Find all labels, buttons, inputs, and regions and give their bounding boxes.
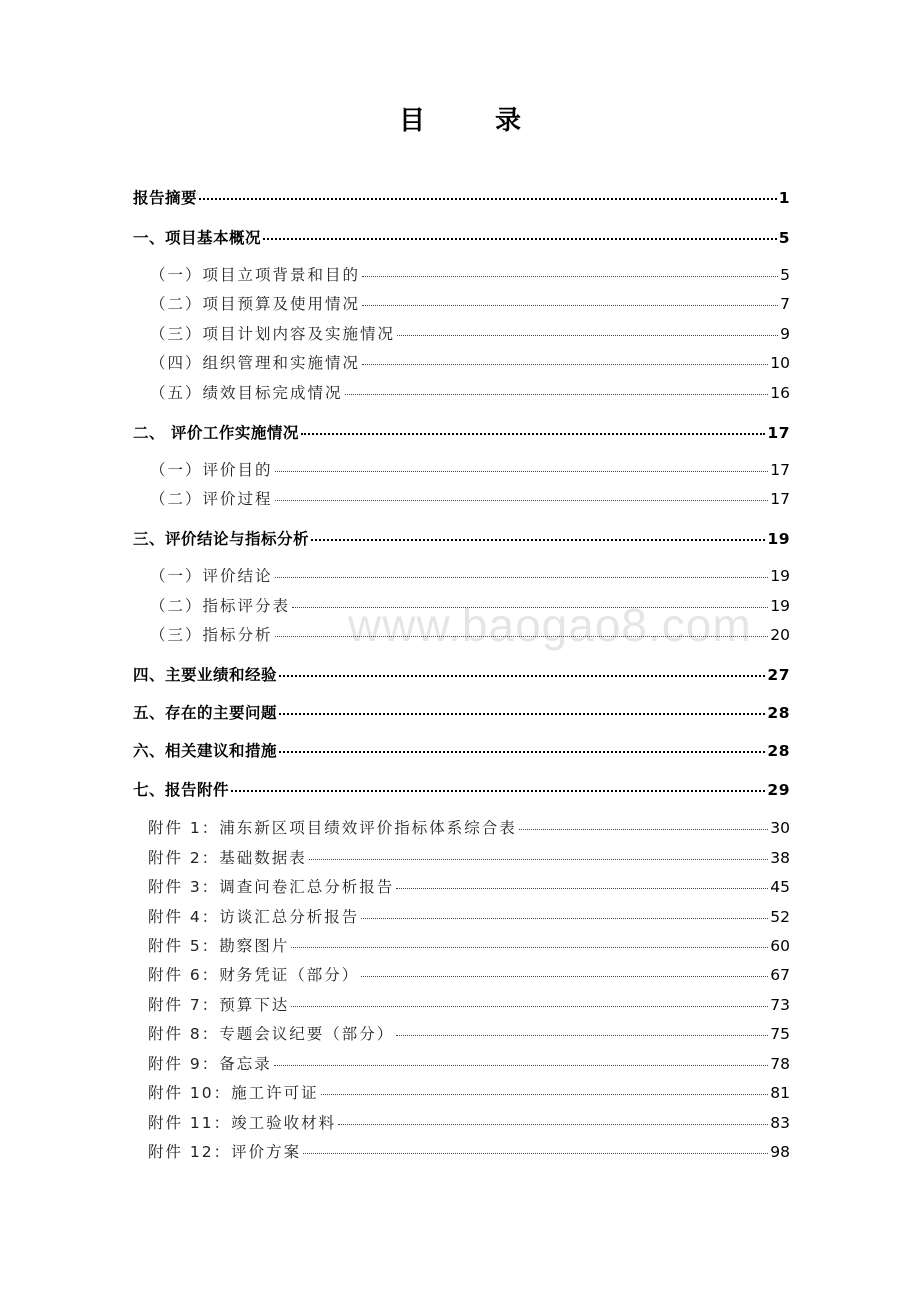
toc-page-number: 10 bbox=[770, 354, 790, 372]
toc-entry-section-1[interactable] bbox=[133, 226, 790, 248]
toc-entry-section-5[interactable] bbox=[133, 701, 790, 723]
dot-leader bbox=[321, 1093, 769, 1095]
toc-page-number: 60 bbox=[770, 937, 790, 955]
toc-page-number: 83 bbox=[770, 1114, 790, 1132]
toc-entry-label: 附件 12：评价方案 bbox=[148, 1143, 302, 1161]
toc-entry-appendix-3[interactable] bbox=[148, 875, 790, 897]
toc-entry-section-2[interactable] bbox=[133, 421, 790, 443]
toc-entry-label: 附件 9：备忘录 bbox=[148, 1055, 272, 1073]
dot-leader bbox=[309, 858, 768, 860]
toc-entry-section-1-5[interactable] bbox=[150, 381, 790, 403]
toc-entry-label: （二）指标评分表 bbox=[150, 597, 291, 615]
toc-entry-label: 四、主要业绩和经验 bbox=[133, 666, 278, 684]
toc-entry-label: 三、评价结论与指标分析 bbox=[133, 530, 310, 548]
toc-page-number: 20 bbox=[770, 626, 790, 644]
toc-entry-label: （二）项目预算及使用情况 bbox=[150, 295, 361, 313]
toc-entry-section-6[interactable] bbox=[133, 739, 790, 761]
toc-page-number: 29 bbox=[767, 781, 790, 799]
toc-page-number: 81 bbox=[770, 1084, 790, 1102]
toc-entry-label: 附件 4：访谈汇总分析报告 bbox=[148, 908, 360, 926]
toc-page-number: 1 bbox=[778, 189, 790, 207]
dot-leader bbox=[275, 576, 769, 578]
toc-page-number: 78 bbox=[770, 1055, 790, 1073]
toc-page-number: 7 bbox=[780, 295, 790, 313]
toc-page-number: 19 bbox=[770, 597, 790, 615]
dot-leader bbox=[231, 789, 765, 792]
toc-entry-section-3[interactable] bbox=[133, 527, 790, 549]
toc-page-number: 9 bbox=[780, 325, 790, 343]
dot-leader bbox=[292, 606, 768, 608]
dot-leader bbox=[396, 1034, 768, 1036]
dot-leader bbox=[362, 275, 778, 277]
toc-entry-section-2-2[interactable] bbox=[150, 487, 790, 509]
dot-leader bbox=[303, 1152, 768, 1154]
toc-page-number: 27 bbox=[767, 666, 790, 684]
toc-entry-label: 附件 5：勘察图片 bbox=[148, 937, 290, 955]
dot-leader bbox=[397, 334, 778, 336]
toc-entry-label: （三）项目计划内容及实施情况 bbox=[150, 325, 396, 343]
toc-page-number: 67 bbox=[770, 966, 790, 984]
toc-page-number: 45 bbox=[770, 878, 790, 896]
toc-page-number: 19 bbox=[770, 567, 790, 585]
dot-leader bbox=[275, 635, 769, 637]
dot-leader bbox=[345, 393, 769, 395]
toc-entry-appendix-8[interactable] bbox=[148, 1022, 790, 1044]
toc-entry-label: 一、项目基本概况 bbox=[133, 229, 262, 247]
toc-page-number: 17 bbox=[770, 490, 790, 508]
dot-leader bbox=[279, 750, 765, 753]
toc-entry-label: 五、存在的主要问题 bbox=[133, 704, 278, 722]
toc-entry-appendix-11[interactable] bbox=[148, 1111, 790, 1133]
toc-entry-label: （三）指标分析 bbox=[150, 626, 273, 644]
toc-entry-section-4[interactable] bbox=[133, 663, 790, 685]
toc-entry-appendix-4[interactable] bbox=[148, 905, 790, 927]
toc-page-number: 30 bbox=[770, 819, 790, 837]
dot-leader bbox=[396, 887, 768, 889]
toc-entry-summary[interactable] bbox=[133, 186, 790, 208]
dot-leader bbox=[362, 304, 778, 306]
toc-entry-label: （二）评价过程 bbox=[150, 490, 273, 508]
toc-page-number: 28 bbox=[767, 742, 790, 760]
toc-entry-section-3-2[interactable] bbox=[150, 594, 790, 616]
toc-entry-label: （一）项目立项背景和目的 bbox=[150, 266, 361, 284]
toc-page-number: 17 bbox=[770, 461, 790, 479]
toc-entry-section-1-3[interactable] bbox=[150, 322, 790, 344]
dot-leader bbox=[263, 237, 777, 240]
toc-page-number: 16 bbox=[770, 384, 790, 402]
toc-entry-label: 附件 8：专题会议纪要（部分） bbox=[148, 1025, 395, 1043]
toc-entry-appendix-5[interactable] bbox=[148, 934, 790, 956]
toc-entry-appendix-1[interactable] bbox=[148, 816, 790, 838]
toc-entry-label: 二、 评价工作实施情况 bbox=[133, 424, 299, 442]
toc-entry-section-1-2[interactable] bbox=[150, 292, 790, 314]
toc-entry-label: （一）评价结论 bbox=[150, 567, 273, 585]
toc-page-number: 38 bbox=[770, 849, 790, 867]
dot-leader bbox=[361, 975, 768, 977]
watermark: www.baogao8.com bbox=[348, 599, 752, 651]
toc-entry-label: （一）评价目的 bbox=[150, 461, 273, 479]
toc-entry-appendix-7[interactable] bbox=[148, 993, 790, 1015]
toc-entry-appendix-10[interactable] bbox=[148, 1081, 790, 1103]
toc-entry-appendix-6[interactable] bbox=[148, 963, 790, 985]
toc-page-number: 17 bbox=[767, 424, 790, 442]
page-title: 目 录 bbox=[398, 106, 543, 136]
dot-leader bbox=[275, 470, 769, 472]
toc-entry-label: 附件 3：调查问卷汇总分析报告 bbox=[148, 878, 395, 896]
dot-leader bbox=[291, 946, 768, 948]
dot-leader bbox=[274, 1064, 768, 1066]
dot-leader bbox=[291, 1005, 768, 1007]
dot-leader bbox=[279, 674, 765, 677]
toc-page-number: 5 bbox=[778, 229, 790, 247]
dot-leader bbox=[361, 917, 768, 919]
toc-entry-label: 六、相关建议和措施 bbox=[133, 742, 278, 760]
toc-entry-label: 附件 6：财务凭证（部分） bbox=[148, 966, 360, 984]
toc-entry-label: 附件 11：竣工验收材料 bbox=[148, 1114, 337, 1132]
toc-entry-section-3-3[interactable] bbox=[150, 623, 790, 645]
toc-entry-label: 附件 2：基础数据表 bbox=[148, 849, 307, 867]
toc-entry-label: 附件 7：预算下达 bbox=[148, 996, 290, 1014]
toc-entry-appendix-9[interactable] bbox=[148, 1052, 790, 1074]
dot-leader bbox=[279, 712, 765, 715]
dot-leader bbox=[362, 363, 768, 365]
dot-leader bbox=[338, 1123, 768, 1125]
toc-page-number: 28 bbox=[767, 704, 790, 722]
dot-leader bbox=[311, 538, 765, 541]
toc-page-number: 19 bbox=[767, 530, 790, 548]
toc-page-number: 5 bbox=[780, 266, 790, 284]
toc-page-number: 75 bbox=[770, 1025, 790, 1043]
dot-leader bbox=[519, 828, 768, 830]
toc-entry-section-1-4[interactable] bbox=[150, 351, 790, 373]
toc-entry-section-2-1[interactable] bbox=[150, 458, 790, 480]
dot-leader bbox=[199, 197, 777, 200]
toc-entry-label: （四）组织管理和实施情况 bbox=[150, 354, 361, 372]
toc-page-number: 52 bbox=[770, 908, 790, 926]
toc-entry-section-7[interactable] bbox=[133, 778, 790, 800]
toc-entry-label: 附件 1：浦东新区项目绩效评价指标体系综合表 bbox=[148, 819, 517, 837]
toc-page-number: 98 bbox=[770, 1143, 790, 1161]
toc-entry-label: 附件 10：施工许可证 bbox=[148, 1084, 319, 1102]
toc-entry-label: 报告摘要 bbox=[133, 189, 198, 207]
dot-leader bbox=[301, 432, 766, 435]
toc-page-number: 73 bbox=[770, 996, 790, 1014]
toc-entry-label: （五）绩效目标完成情况 bbox=[150, 384, 343, 402]
toc-entry-appendix-2[interactable] bbox=[148, 846, 790, 868]
dot-leader bbox=[275, 499, 769, 501]
toc-entry-section-3-1[interactable] bbox=[150, 564, 790, 586]
toc-entry-section-1-1[interactable] bbox=[150, 263, 790, 285]
toc-entry-label: 七、报告附件 bbox=[133, 781, 230, 799]
toc-entry-appendix-12[interactable] bbox=[148, 1140, 790, 1162]
